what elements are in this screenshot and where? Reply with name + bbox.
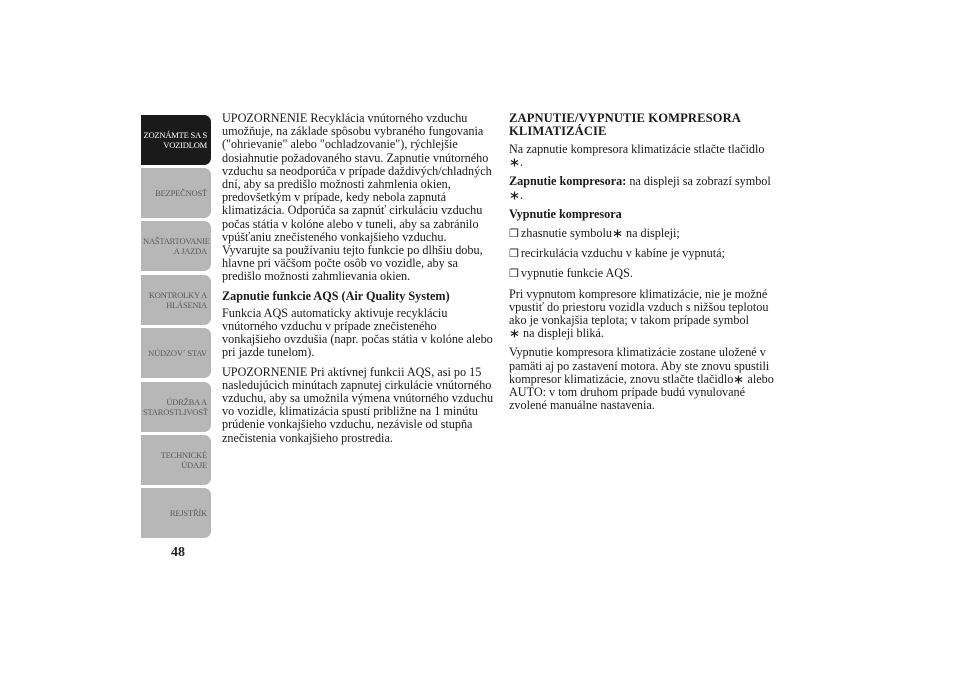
- text: recirkulácia vzduchu v kabíne je vypnutá;: [520, 246, 725, 261]
- text: alebo AUTO: v tom druhom prípade budú vynulované zvolené manuálne nastavenia.: [509, 371, 774, 413]
- snowflake-icon: [510, 191, 519, 200]
- tab-label: NÚDZOV´ STAV: [148, 348, 207, 358]
- tab-rejstrik[interactable]: [141, 488, 211, 538]
- snowflake-icon: [510, 329, 519, 338]
- tab-label: BEZPEČNOSŤ: [155, 188, 207, 198]
- text: vypnutie funkcie AQS.: [520, 266, 633, 281]
- tab-label: NAŠTARTOVANIE A JAZDA: [143, 236, 210, 256]
- compressor-off-heading: Vypnutie kompresora: [509, 206, 622, 221]
- tab-label: ZOZNÁMTE SA S VOZIDLOM: [143, 130, 207, 150]
- text: .: [520, 155, 524, 170]
- tab-technicke-udaje[interactable]: [141, 435, 211, 485]
- compressor-on-display: [509, 175, 783, 201]
- tab-udrzba-a-starostlivost[interactable]: [141, 382, 211, 432]
- snowflake-icon: [510, 158, 519, 167]
- bullet-glyph: ❒: [509, 228, 519, 241]
- text: na displeji bliká.: [520, 326, 604, 341]
- text: na displeji;: [622, 226, 680, 241]
- compressor-memory-note: [509, 346, 783, 412]
- tab-kontrolky-a-hlasenia[interactable]: [141, 275, 211, 325]
- text: .: [520, 187, 524, 202]
- text: na displeji sa zobrazí symbol: [626, 174, 771, 189]
- note-aqs: UPOZORNENIE Pri aktívnej funkcii AQS, asi po 15 nasledujúcich minútach zapnutej cirkulácie vnútorného vzduchu, aby sa umožnila výmena vnútorného vzduchu vo vozidle, klimatizácia spustí približne na 1 minútu prúdenie vonkajšieho vzduchu, nezávisle od stupňa znečistenia vonkajšieho prostredia.: [222, 364, 494, 445]
- list-item: [509, 227, 783, 241]
- page-number: 48: [171, 545, 185, 560]
- text: zhasnutie symbolu: [520, 226, 612, 241]
- tab-label: KONTROLKY A HLÁSENIA: [148, 290, 207, 310]
- list-item: [509, 267, 783, 281]
- note-recirculation: UPOZORNENIE Recyklácia vnútorného vzduchu umožňuje, na základe spôsobu vybraného fungovania ("ohrievanie" alebo "ochladzovanie"), rýchlejšie dosiahnutie požadovaného stavu. Zapnutie vnútorného vzduchu sa neodporúča v prípade daždivých/chladných dní, aby sa predišlo možnosti zahmlenia okien, predovšetkým v prípade, kedy nebola zapnutá klimatizácia. Odporúča sa zapnúť cirkuláciu vzduchu počas státia v kolóne alebo v tuneli, aby sa zabránilo vpúšťaniu znečisteného vonkajšieho vzduchu. Vyvarujte sa používaniu tejto funkcie po dlhšiu dobu, hlavne pri väčšom počte osôb vo vozidle, aby sa predišlo možnosti zahmlievania okien.: [222, 111, 492, 284]
- snowflake-icon: [734, 375, 743, 384]
- right-column: [509, 112, 783, 418]
- tab-bezpecnost[interactable]: [141, 168, 211, 218]
- tab-nudzovy-stav[interactable]: [141, 328, 211, 378]
- text: Pri vypnutom kompresore klimatizácie, nie je možné vpustiť do priestoru vozidla vzduch s nižšou teplotou ako je vonkajšia teplota; v takom prípade symbol: [509, 286, 769, 328]
- tab-zoznamte-sa-s-vozidlom[interactable]: [141, 115, 211, 165]
- compressor-off-note: [509, 288, 783, 341]
- snowflake-icon: [613, 229, 622, 238]
- aqs-heading: Zapnutie funkcie AQS (Air Quality System): [222, 288, 450, 303]
- bullet-glyph: ❒: [509, 248, 519, 261]
- aqs-description: Funkcia AQS automaticky aktivuje recykláciu vnútorného vzduchu v prípade znečisteného vonkajšieho ovzdušia (napr. počas státia v kolóne alebo pri jazde tunelom).: [222, 305, 493, 360]
- tab-label: REJSTŘÍK: [169, 508, 207, 518]
- bullet-glyph: ❒: [509, 268, 519, 281]
- left-column: [222, 112, 494, 451]
- compressor-on-instruction: [509, 143, 783, 169]
- list-item: [509, 247, 783, 261]
- tab-nastartovanie-a-jazda[interactable]: [141, 221, 211, 271]
- tab-label: TECHNICKÉ ÚDAJE: [160, 450, 207, 470]
- text: Na zapnutie kompresora klimatizácie stlačte tlačidlo: [509, 142, 765, 156]
- compressor-on-label: Zapnutie kompresora:: [509, 174, 627, 189]
- tab-label: ÚDRŽBA A STAROSTLIVOSŤ: [143, 397, 208, 417]
- text: Vypnutie kompresora klimatizácie zostane uložené v pamäti aj po zastavení motora. Aby ste znovu spustili kompresor klimatizácie, znovu stlačte tlačidlo: [509, 345, 770, 386]
- section-heading: ZAPNUTIE/VYPNUTIE KOMPRESORA KLIMATIZÁCIE: [509, 111, 741, 138]
